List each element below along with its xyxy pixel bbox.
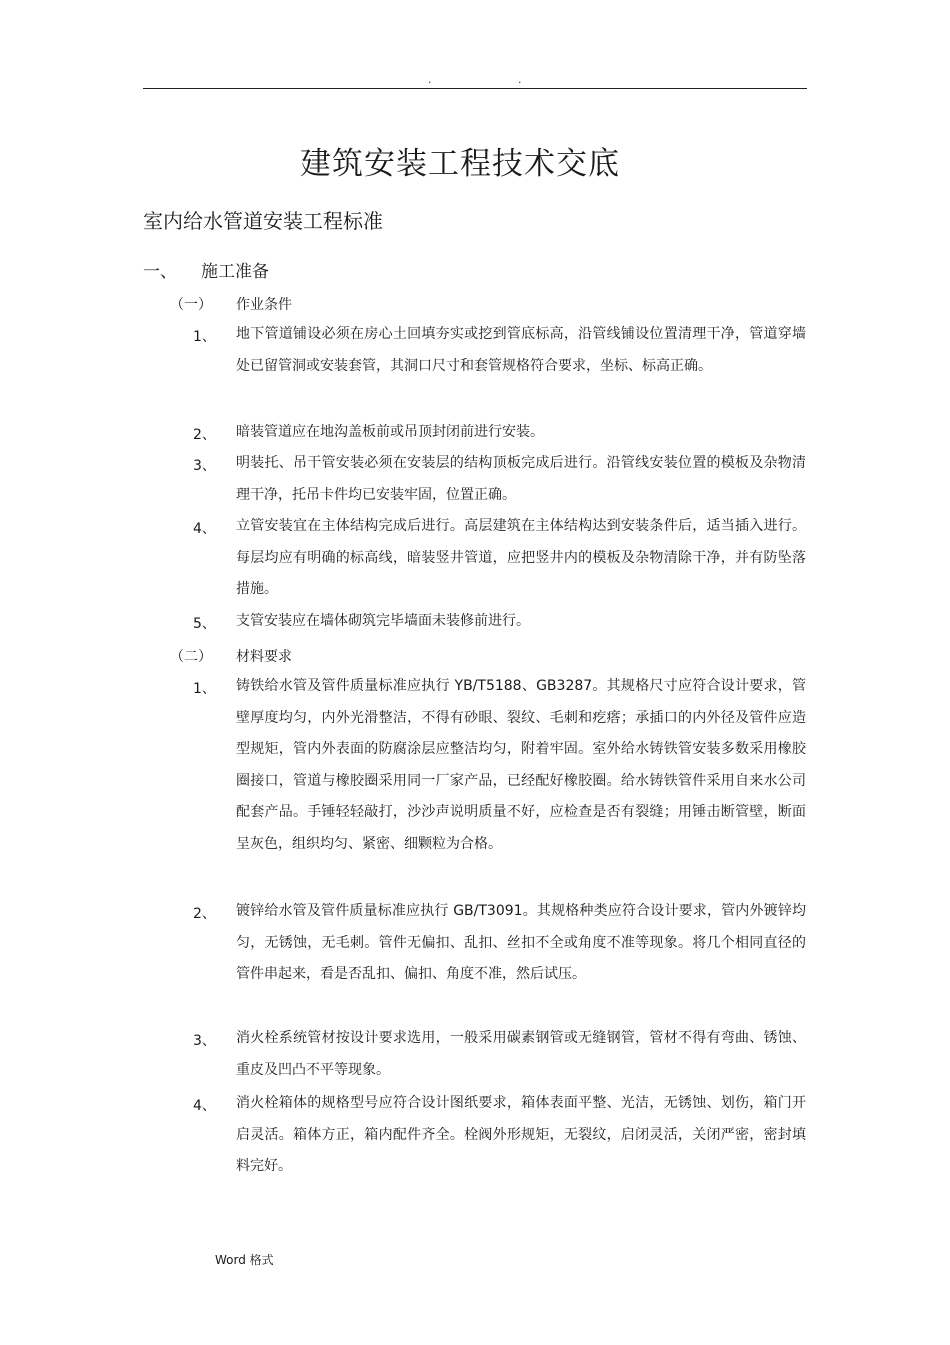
subsection-heading: 材料要求: [236, 649, 292, 665]
item-paragraph: 消火栓系统管材按设计要求选用，一般采用碳素钢管或无缝钢管，管材不得有弯曲、锈蚀、重皮及凹凸不平等现象。: [236, 1030, 806, 1078]
item-paragraph: 立管安装宜在主体结构完成后进行。高层建筑在主体结构达到安装条件后，适当插入进行。每层均应有明确的标高线，暗装竖井管道，应把竖井内的模板及杂物清除干净，并有防坠落措施。: [236, 518, 806, 597]
header-dot-right: .: [518, 73, 522, 86]
page-subtitle: 室内给水管道安装工程标准: [143, 209, 383, 233]
item-number: 3、: [193, 458, 216, 474]
item-number: 3、: [193, 1033, 216, 1049]
item-number: 2、: [193, 427, 216, 443]
item-paragraph: 明装托、吊干管安装必须在安装层的结构顶板完成后进行。沿管线安装位置的模板及杂物清理干净，托吊卡件均已安装牢固，位置正确。: [236, 455, 806, 503]
item-number: 2、: [193, 906, 216, 922]
item-paragraph: 消火栓箱体的规格型号应符合设计图纸要求，箱体表面平整、光洁，无锈蚀、划伤，箱门开启灵活。箱体方正，箱内配件齐全。栓阀外形规矩，无裂纹，启闭灵活，关闭严密，密封填料完好。: [236, 1095, 806, 1174]
item-number: 4、: [193, 1098, 216, 1114]
page-title: 建筑安装工程技术交底: [300, 146, 620, 182]
section-heading: 施工准备: [201, 262, 269, 282]
subsection-heading: 作业条件: [236, 297, 292, 313]
item-paragraph: 铸铁给水管及管件质量标准应执行 YB/T5188、GB3287。其规格尺寸应符合设计要求，管壁厚度均匀，内外光滑整洁，不得有砂眼、裂纹、毛刺和疙瘩；承插口的内外径及管件应造型规矩，管内外表面的防腐涂层应整洁均匀，附着牢固。室外给水铸铁管安装多数采用橡胶圈接口，管道与橡胶圈采用同一厂家产品，已经配好橡胶圈。给水铸铁管件采用自来水公司配套产品。手锤轻轻敲打，沙沙声说明质量不好，应检查是否有裂缝；用锤击断管壁，断面呈灰色，组织均匀、紧密、细颗粒为合格。: [236, 678, 806, 852]
item-paragraph: 镀锌给水管及管件质量标准应执行 GB/T3091。其规格种类应符合设计要求，管内外镀锌均匀，无锈蚀，无毛刺。管件无偏扣、乱扣、丝扣不全或角度不准等现象。将几个相同直径的管件串起来，看是否乱扣、偏扣、角度不准，然后试压。: [236, 903, 806, 982]
subsection-number: （一）: [170, 297, 212, 313]
item-number: 4、: [193, 521, 216, 537]
section-number: 一、: [143, 262, 177, 282]
item-paragraph: 地下管道铺设必须在房心土回填夯实或挖到管底标高，沿管线铺设位置清理干净，管道穿墙处已留管洞或安装套管，其洞口尺寸和套管规格符合要求，坐标、标高正确。: [236, 326, 806, 374]
page-footer: Word 格式: [215, 1253, 274, 1267]
item-number: 5、: [193, 616, 216, 632]
header-rule: [143, 88, 807, 89]
item-number: 1、: [193, 329, 216, 345]
item-paragraph: 支管安装应在墙体砌筑完毕墙面未装修前进行。: [236, 613, 530, 629]
item-number: 1、: [193, 681, 216, 697]
subsection-number: （二）: [170, 649, 212, 665]
item-paragraph: 暗装管道应在地沟盖板前或吊顶封闭前进行安装。: [236, 424, 544, 440]
header-dot-left: .: [428, 73, 432, 86]
